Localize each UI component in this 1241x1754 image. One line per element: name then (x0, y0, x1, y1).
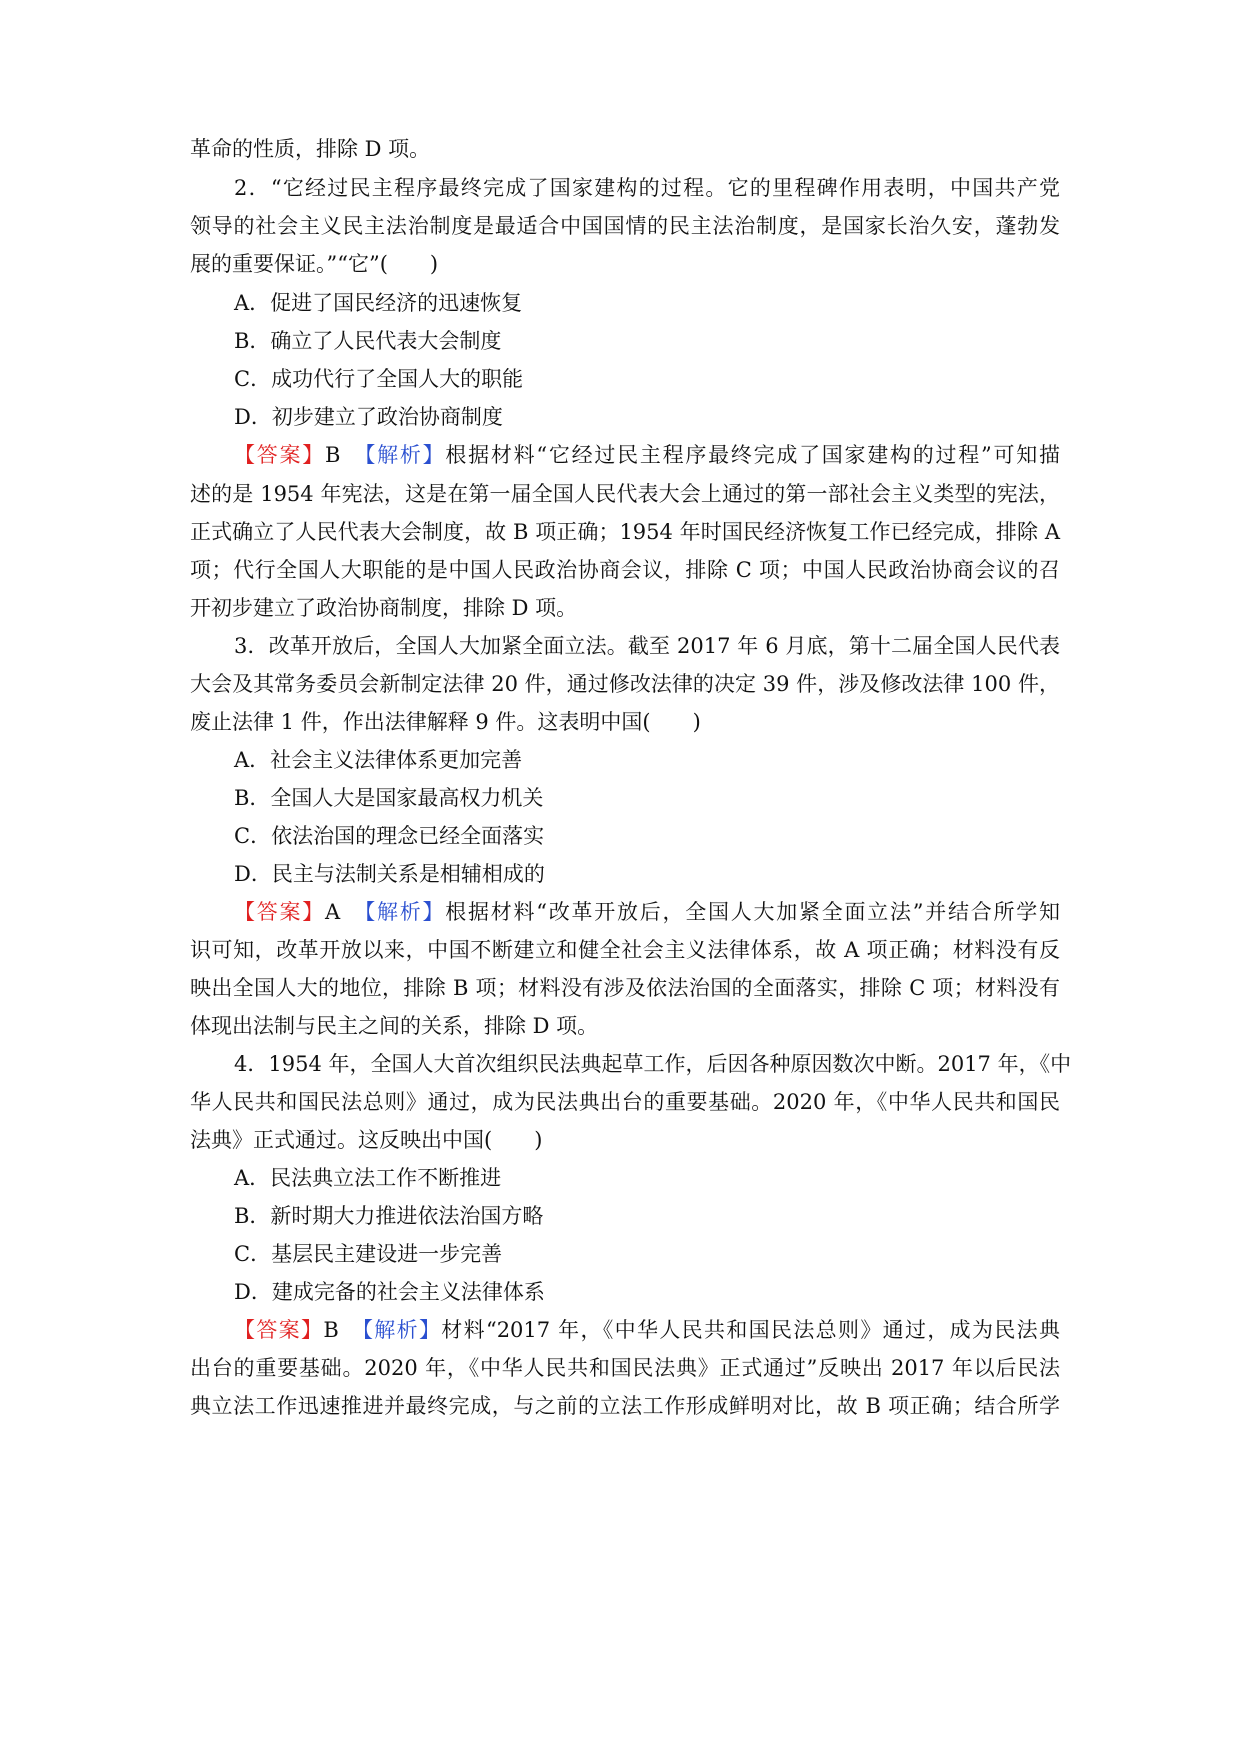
q4-analysis-line-2: 出台的重要基础。2020 年，《中华人民共和国民法典》正式通过”反映出 2017 年以后民法 (190, 1356, 1060, 1380)
q2-analysis-line-5: 开初步建立了政治协商制度，排除 D 项。 (190, 596, 578, 620)
q2-option-d: D．初步建立了政治协商制度 (234, 405, 503, 429)
q3-analysis-line-2: 识可知，改革开放以来，中国不断建立和健全社会主义法律体系，故 A 项正确；材料没有反 (190, 938, 1060, 962)
q4-answer-line (234, 1317, 1060, 1343)
q4-option-b: B．新时期大力推进依法治国方略 (234, 1204, 544, 1228)
answer-value: B (324, 443, 341, 467)
q2-stem-line-3: 展的重要保证。”“它”( ) (190, 252, 439, 276)
q4-stem-line-1: 4．1954 年，全国人大首次组织民法典起草工作，后因各种原因数次中断。2017 年，《中 (234, 1052, 1072, 1076)
analysis-text: 材料“2017 年，《中华人民共和国民法总则》通过，成为民法典 (441, 1318, 1061, 1342)
q4-stem-line-3: 法典》正式通过。这反映出中国( ) (190, 1128, 543, 1152)
q4-option-d: D．建成完备的社会主义法律体系 (234, 1280, 545, 1304)
q3-option-b: B．全国人大是国家最高权力机关 (234, 786, 544, 810)
q2-analysis-line-4: 项；代行全国人大职能的是中国人民政治协商会议，排除 C 项；中国人民政治协商会议的召 (190, 558, 1060, 582)
q3-answer-line (234, 899, 1060, 925)
q2-analysis-line-3: 正式确立了人民代表大会制度，故 B 项正确；1954 年时国民经济恢复工作已经完成，排除 A (190, 520, 1060, 544)
q4-option-a: A．民法典立法工作不断推进 (234, 1166, 502, 1190)
q2-option-a: A．促进了国民经济的迅速恢复 (234, 291, 523, 315)
answer-tag: 【答案】 (234, 443, 325, 467)
q4-option-c: C．基层民主建设进一步完善 (234, 1242, 503, 1266)
q4-stem-line-2: 华人民共和国民法总则》通过，成为民法典出台的重要基础。2020 年，《中华人民共和国民 (190, 1090, 1060, 1114)
analysis-tag: 【解析】 (364, 443, 446, 467)
q2-stem-line-2: 领导的社会主义民主法治制度是最适合中国国情的民主法治制度，是国家长治久安，蓬勃发 (190, 214, 1060, 238)
answer-tag: 【答案】 (234, 900, 326, 924)
q3-stem-line-2: 大会及其常务委员会新制定法律 20 件，通过修改法律的决定 39 件，涉及修改法律 100 件， (190, 672, 1060, 696)
q3-stem-line-1: 3．改革开放后，全国人大加紧全面立法。截至 2017 年 6 月底，第十二届全国人民代表 (234, 634, 1060, 658)
answer-tag: 【答案】 (234, 1318, 324, 1342)
q3-option-d: D．民主与法制关系是相辅相成的 (234, 862, 545, 886)
analysis-text: 根据材料“它经过民主程序最终完成了国家建构的过程”可知描 (445, 443, 1061, 467)
q2-answer-line (234, 442, 1060, 468)
q2-analysis-line-2: 述的是 1954 年宪法，这是在第一届全国人民代表大会上通过的第一部社会主义类型的宪法， (190, 482, 1060, 506)
q2-option-c: C．成功代行了全国人大的职能 (234, 367, 524, 391)
q2-option-b: B．确立了人民代表大会制度 (234, 329, 502, 353)
analysis-tag: 【解析】 (364, 900, 446, 924)
carryover-text: 革命的性质，排除 D 项。 (190, 137, 431, 161)
analysis-text: 根据材料“改革开放后，全国人大加紧全面立法”并结合所学知 (445, 900, 1061, 924)
q3-analysis-line-4: 体现出法制与民主之间的关系，排除 D 项。 (190, 1014, 599, 1038)
q3-stem-line-3: 废止法律 1 件，作出法律解释 9 件。这表明中国( ) (190, 710, 701, 734)
answer-value: A (325, 900, 341, 924)
q2-stem-line-1: 2．“它经过民主程序最终完成了国家建构的过程。它的里程碑作用表明，中国共产党 (234, 176, 1060, 200)
answer-value: B (323, 1318, 339, 1342)
q4-analysis-line-3: 典立法工作迅速推进并最终完成，与之前的立法工作形成鲜明对比，故 B 项正确；结合所学 (190, 1394, 1060, 1418)
q3-analysis-line-3: 映出全国人大的地位，排除 B 项；材料没有涉及依法治国的全面落实，排除 C 项；材料没有 (190, 976, 1060, 1000)
q3-option-c: C．依法治国的理念已经全面落实 (234, 824, 545, 848)
q3-option-a: A．社会主义法律体系更加完善 (234, 748, 523, 772)
analysis-tag: 【解析】 (362, 1318, 442, 1342)
